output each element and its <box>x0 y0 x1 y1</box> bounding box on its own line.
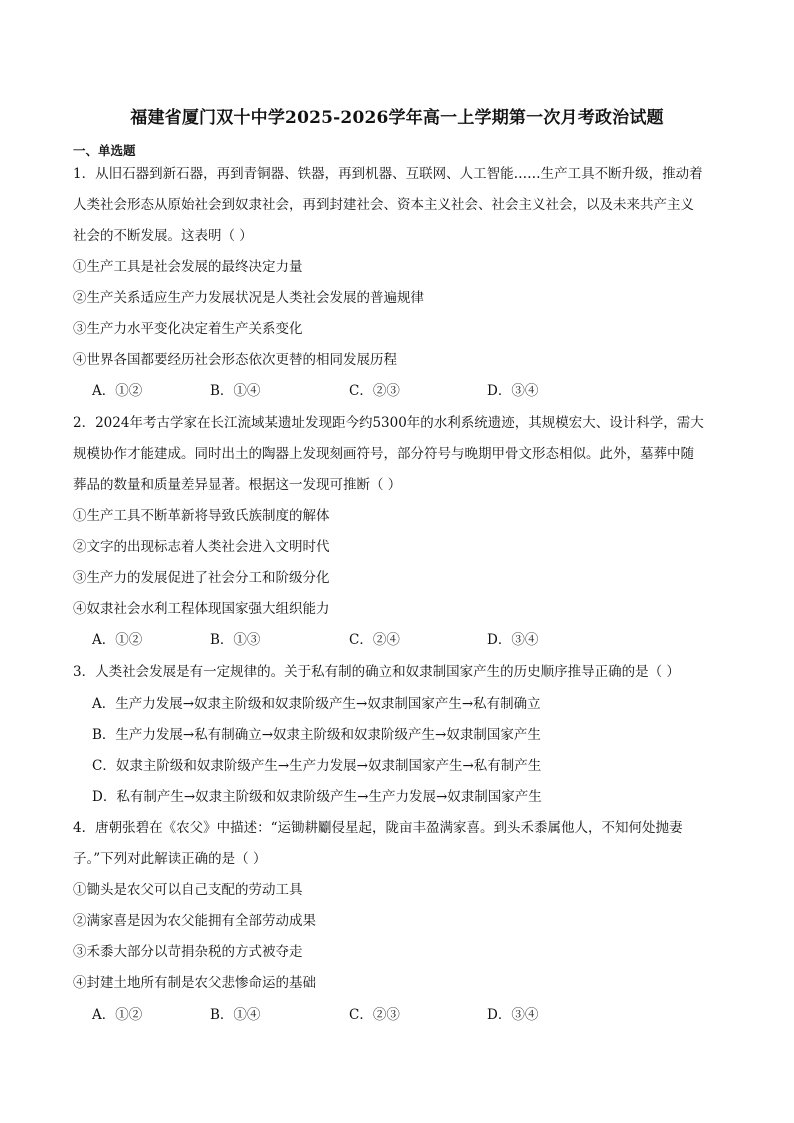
question-4-statement-4: ④封建土地所有制是农父悲惨命运的基础 <box>73 975 316 991</box>
question-2-statement-3: ③生产力的发展促进了社会分工和阶级分化 <box>73 570 330 586</box>
question-2-stem-line-3: 葬品的数量和质量差异显著。根据这一发现可推断（ ） <box>73 477 402 493</box>
question-4-options <box>92 1005 732 1025</box>
question-1-statement-4: ④世界各国都要经历社会形态依次更替的相同发展历程 <box>73 352 397 368</box>
question-4-statement-3: ③禾黍大部分以苛捐杂税的方式被夺走 <box>73 944 303 960</box>
question-4-option-b[interactable]: B．①④ <box>210 1007 261 1023</box>
question-3-choice-b[interactable]: B．生产力发展→私有制确立→奴隶主阶级和奴隶阶级产生→奴隶制国家产生 <box>92 727 541 743</box>
question-2-option-b[interactable]: B．①③ <box>210 632 261 648</box>
section-heading: 一、单选题 <box>73 143 136 158</box>
question-2-stem-line-2: 规模协作才能建成。同时出土的陶器上发现刻画符号，部分符号与晚期甲骨文形态相似。此外，墓葬中随 <box>73 446 694 462</box>
question-1-option-d[interactable]: D．③④ <box>487 383 539 399</box>
question-2-statement-1: ①生产工具不断革新将导致氏族制度的解体 <box>73 508 330 524</box>
question-2-options <box>92 630 732 650</box>
question-1-option-c[interactable]: C．②③ <box>349 383 400 399</box>
question-1-stem-line-2: 人类社会形态从原始社会到奴隶社会，再到封建社会、资本主义社会、社会主义社会，以及未来共产主义 <box>73 197 694 213</box>
question-4-statement-1: ①锄头是农父可以自己支配的劳动工具 <box>73 882 303 898</box>
question-1-stem-line-1: 1．从旧石器到新石器，再到青铜器、铁器，再到机器、互联网、人工智能……生产工具不断升级，推动着 <box>73 166 703 182</box>
question-2-statement-4: ④奴隶社会水利工程体现国家强大组织能力 <box>73 601 330 617</box>
question-1-stem-line-3: 社会的不断发展。这表明（ ） <box>73 228 253 244</box>
question-1-options <box>92 381 732 401</box>
question-4-option-a[interactable]: A．①② <box>92 1007 143 1023</box>
question-4-statement-2: ②满家喜是因为农父能拥有全部劳动成果 <box>73 913 316 929</box>
question-1-option-b[interactable]: B．①④ <box>210 383 261 399</box>
question-1-statement-1: ①生产工具是社会发展的最终决定力量 <box>73 259 303 275</box>
question-3-choice-a[interactable]: A．生产力发展→奴隶主阶级和奴隶阶级产生→奴隶制国家产生→私有制确立 <box>92 696 541 712</box>
question-4-option-c[interactable]: C．②③ <box>349 1007 400 1023</box>
question-2-option-c[interactable]: C．②④ <box>349 632 400 648</box>
page-title: 福建省厦门双十中学2025-2026学年高一上学期第一次月考政治试题 <box>130 108 664 128</box>
question-2-option-a[interactable]: A．①② <box>92 632 143 648</box>
question-1-option-a[interactable]: A．①② <box>92 383 143 399</box>
question-2-option-d[interactable]: D．③④ <box>487 632 539 648</box>
question-4-stem-line-1: 4．唐朝张碧在《农父》中描述：“运锄耕劚侵星起，陇亩丰盈满家喜。到头禾黍属他人，不知何处抛妻 <box>73 820 683 836</box>
question-3-choice-d[interactable]: D．私有制产生→奴隶主阶级和奴隶阶级产生→生产力发展→奴隶制国家产生 <box>92 789 542 805</box>
question-1-statement-2: ②生产关系适应生产力发展状况是人类社会发展的普遍规律 <box>73 290 424 306</box>
question-2-stem-line-1: 2．2024年考古学家在长江流域某遗址发现距今约5300年的水利系统遗迹，其规模宏大、设计科学，需大 <box>73 415 704 431</box>
question-3-stem-line-1: 3．人类社会发展是有一定规律的。关于私有制的确立和奴隶制国家产生的历史顺序推导正确的是（ ） <box>73 664 680 680</box>
question-4-option-d[interactable]: D．③④ <box>487 1007 539 1023</box>
question-3-choice-c[interactable]: C．奴隶主阶级和奴隶阶级产生→生产力发展→奴隶制国家产生→私有制产生 <box>92 758 542 774</box>
question-4-stem-line-2: 子。”下列对此解读正确的是（ ） <box>73 851 267 867</box>
question-2-statement-2: ②文字的出现标志着人类社会进入文明时代 <box>73 539 330 555</box>
question-1-statement-3: ③生产力水平变化决定着生产关系变化 <box>73 321 303 337</box>
